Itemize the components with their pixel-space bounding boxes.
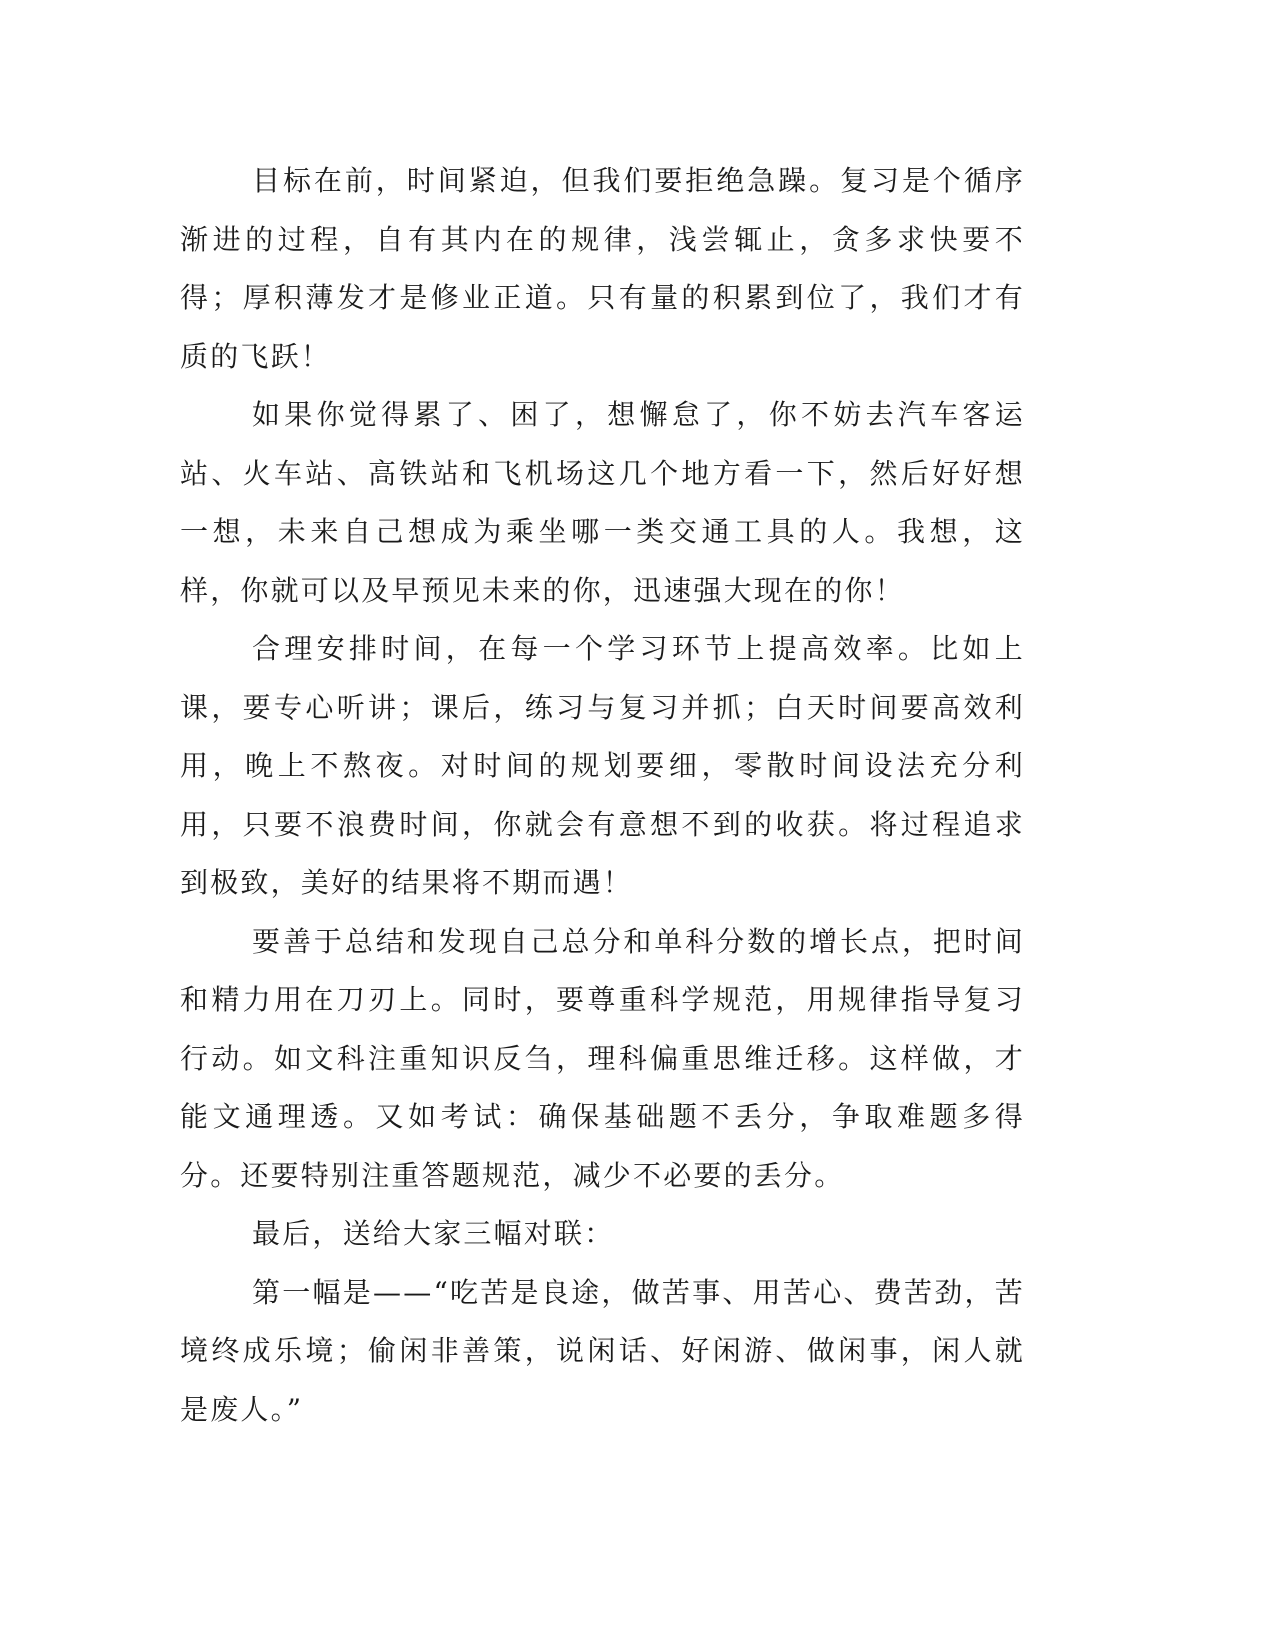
paragraph-time-management: 合理安排时间，在每一个学习环节上提高效率。比如上课，要专心听讲；课后，练习与复习并抓；白天时间要高效利用，晚上不熬夜。对时间的规划要细，零散时间设法充分利用，只要不浪费时间，你就会有意想不到的收获。将过程追求到极致，美好的结果将不期而遇！ [180,632,1025,899]
paragraph-goal: 目标在前，时间紧迫，但我们要拒绝急躁。复习是个循序渐进的过程，自有其内在的规律，浅尝辄止，贪多求快要不得；厚积薄发才是修业正道。只有量的积累到位了，我们才有质的飞跃！ [180,164,1025,373]
paragraph-first-couplet: 第一幅是——“吃苦是良途，做苦事、用苦心、费苦劲，苦境终成乐境；偷闲非善策，说闲话、好闲游、做闲事，闲人就是废人。” [180,1275,1025,1426]
paragraph-transport: 如果你觉得累了、困了，想懈怠了，你不妨去汽车客运站、火车站、高铁站和飞机场这几个地方看一下，然后好好想一想，未来自己想成为乘坐哪一类交通工具的人。我想，这样，你就可以及早预见未来的你，迅速强大现在的你！ [180,398,1025,607]
paragraph-summary: 要善于总结和发现自己总分和单科分数的增长点，把时间和精力用在刀刃上。同时，要尊重科学规范，用规律指导复习行动。如文科注重知识反刍，理科偏重思维迁移。这样做，才能文通理透。又如考试：确保基础题不丢分，争取难题多得分。还要特别注重答题规范，减少不必要的丢分。 [180,924,1025,1192]
paragraph-couplet-intro: 最后，送给大家三幅对联： [252,1217,615,1250]
document-body [180,152,1025,1439]
